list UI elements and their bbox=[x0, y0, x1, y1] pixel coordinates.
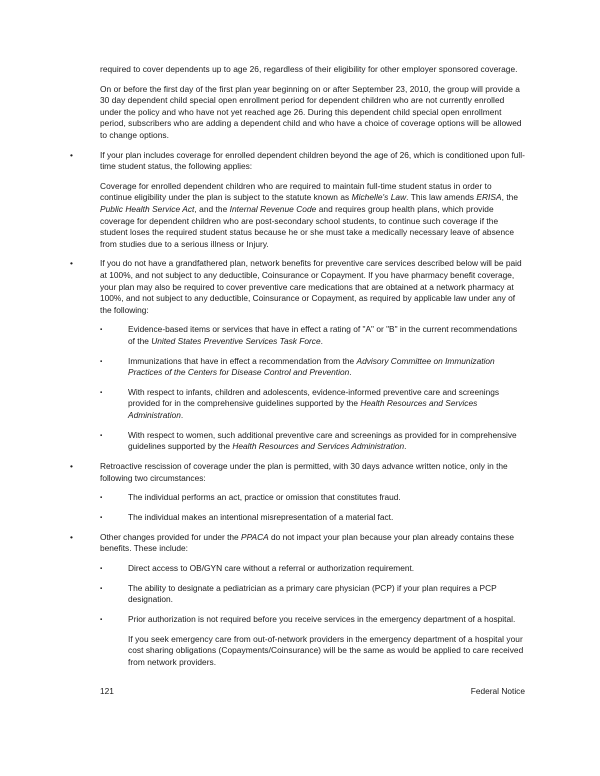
sub-bullet-text-fraud: The individual performs an act, practice or omission that constitutes fraud. bbox=[128, 492, 401, 503]
list-item bbox=[70, 258, 525, 316]
italic-term: Internal Revenue Code bbox=[229, 204, 317, 215]
italic-term: Advisory Committee on Immunization Practices of the Centers for Disease Control and Prevention bbox=[128, 355, 495, 378]
list-item bbox=[70, 614, 525, 626]
sub-bullet-text-uspstf: Evidence-based items or services that have in effect a rating of "A" or "B" in the current recommendations of the United States Preventive Services Task Force. bbox=[128, 324, 518, 346]
bullet-text-retroactive-rescission: Retroactive rescission of coverage under the plan is permitted, with 30 days advance written notice, only in the following two circumstances: bbox=[100, 461, 508, 483]
page-footer bbox=[100, 686, 525, 698]
sub-bullet-text-misrepresentation: The individual makes an intentional misrepresentation of a material fact. bbox=[128, 512, 394, 523]
list-item bbox=[70, 430, 525, 453]
italic-term: Health Resources and Services Administration bbox=[232, 441, 405, 452]
bullet-square-icon: ▪ bbox=[100, 514, 103, 522]
list-item bbox=[70, 583, 525, 606]
sub-bullet-text-pediatrician-pcp: The ability to designate a pediatrician as a primary care physician (PCP) if your plan requires a PCP designation. bbox=[128, 582, 497, 605]
bullet-square-icon: ▪ bbox=[100, 616, 103, 624]
italic-term: Public Health Service Act bbox=[100, 204, 195, 215]
bullet-text-other-ppaca-changes: Other changes provided for under the PPACA do not impact your plan because your plan already contains these benefits. These include: bbox=[100, 531, 515, 554]
footer-page-number: 121 bbox=[100, 686, 114, 696]
bullet-square-icon: ▪ bbox=[100, 326, 103, 334]
sub-bullet-text-prior-auth-emergency: Prior authorization is not required before you receive services in the emergency department of a hospital. bbox=[128, 614, 516, 625]
bullet-text-fulltime-student-status: If your plan includes coverage for enrolled dependent children beyond the age of 26, which is conditioned upon full-time student status, the following applies: bbox=[100, 149, 525, 172]
sub-bullet-text-immunizations-acip: Immunizations that have in effect a recommendation from the Advisory Committee on Immunization Practices of the Centers for Disease Control and Prevention. bbox=[128, 355, 495, 378]
document-body bbox=[70, 64, 525, 677]
paragraph-out-of-network-emergency: If you seek emergency care from out-of-network providers in the emergency department of a hospital your cost sharing obligations (Copayments/Coinsurance) will be the same as would be applied to care received from network providers. bbox=[128, 633, 524, 667]
list-item bbox=[70, 563, 525, 575]
paragraph-dependent-coverage-age26: required to cover dependents up to age 26, regardless of their eligibility for other employer sponsored coverage. bbox=[100, 64, 518, 74]
paragraph-special-open-enrollment: On or before the first day of the first plan year beginning on or after September 23, 2010, the group will provide a 30 day dependent child special open enrollment period for dependent children who are not currently enrolled under the policy and who have not yet reached age 26. During this dependent child special open enrollment period, subscribers who are adding a dependent child and who have a choice of coverage options will be allowed to change options. bbox=[100, 83, 522, 140]
list-item bbox=[70, 532, 525, 555]
list-item bbox=[70, 492, 525, 504]
list-item bbox=[70, 512, 525, 524]
italic-term: Health Resources and Services Administration bbox=[128, 398, 478, 420]
sub-bullet-text-women-preventive: With respect to women, such additional preventive care and screenings as provided for in comprehensive guidelines supported by the Health Resources and Services Administration. bbox=[128, 429, 517, 452]
list-item bbox=[70, 150, 525, 173]
footer-document-title: Federal Notice bbox=[470, 686, 525, 696]
bullet-square-icon: ▪ bbox=[100, 494, 103, 502]
bullet-dot-icon: • bbox=[70, 461, 73, 471]
bullet-square-icon: ▪ bbox=[100, 357, 103, 365]
list-item bbox=[70, 461, 525, 484]
bullet-square-icon: ▪ bbox=[100, 388, 103, 396]
italic-term: ERISA bbox=[476, 192, 502, 203]
bullet-square-icon: ▪ bbox=[100, 431, 103, 439]
italic-term: PPACA bbox=[241, 531, 269, 542]
bullet-square-icon: ▪ bbox=[100, 584, 103, 592]
bullet-square-icon: ▪ bbox=[100, 565, 103, 573]
italic-term: United States Preventive Services Task Force bbox=[151, 335, 321, 346]
list-item bbox=[70, 356, 525, 379]
sub-bullet-text-obgyn-direct-access: Direct access to OB/GYN care without a referral or authorization requirement. bbox=[128, 563, 415, 574]
bullet-dot-icon: • bbox=[70, 149, 73, 160]
bullet-dot-icon: • bbox=[70, 258, 73, 269]
paragraph-michelles-law: Coverage for enrolled dependent children who are required to maintain full-time student status in order to continue eligibility under the plan is subject to the statute known as Michelle's Law. This law amends ERISA, the Public Health Service Act, and the Internal Revenue Code and requires group health plans, which provide coverage for dependent children who are post-secondary school students, to continue such coverage if the student loses the required student status because he or she must take a medically necessary leave of absence from studies due to a serious illness or Injury. bbox=[100, 180, 519, 249]
bullet-dot-icon: • bbox=[70, 531, 73, 542]
bullet-text-preventive-care-100pct: If you do not have a grandfathered plan, network benefits for preventive care services described below will be paid at 100%, and not subject to any deductible, Coinsurance or Copayment. If you have pharmacy benefit coverage, your plan may also be required to cover preventive care medications that are obtained at a network pharmacy at 100%, and not subject to any deductible, Coinsurance or Copayment, as required by applicable law under any of the following: bbox=[100, 258, 522, 315]
italic-term: Michelle's Law bbox=[351, 192, 407, 203]
sub-bullet-text-infants-children-adolescents: With respect to infants, children and adolescents, evidence-informed preventive care and screenings provided for in the comprehensive guidelines supported by the Health Resources and Services Administration. bbox=[128, 386, 500, 420]
list-item bbox=[70, 387, 525, 422]
list-item bbox=[70, 324, 525, 347]
